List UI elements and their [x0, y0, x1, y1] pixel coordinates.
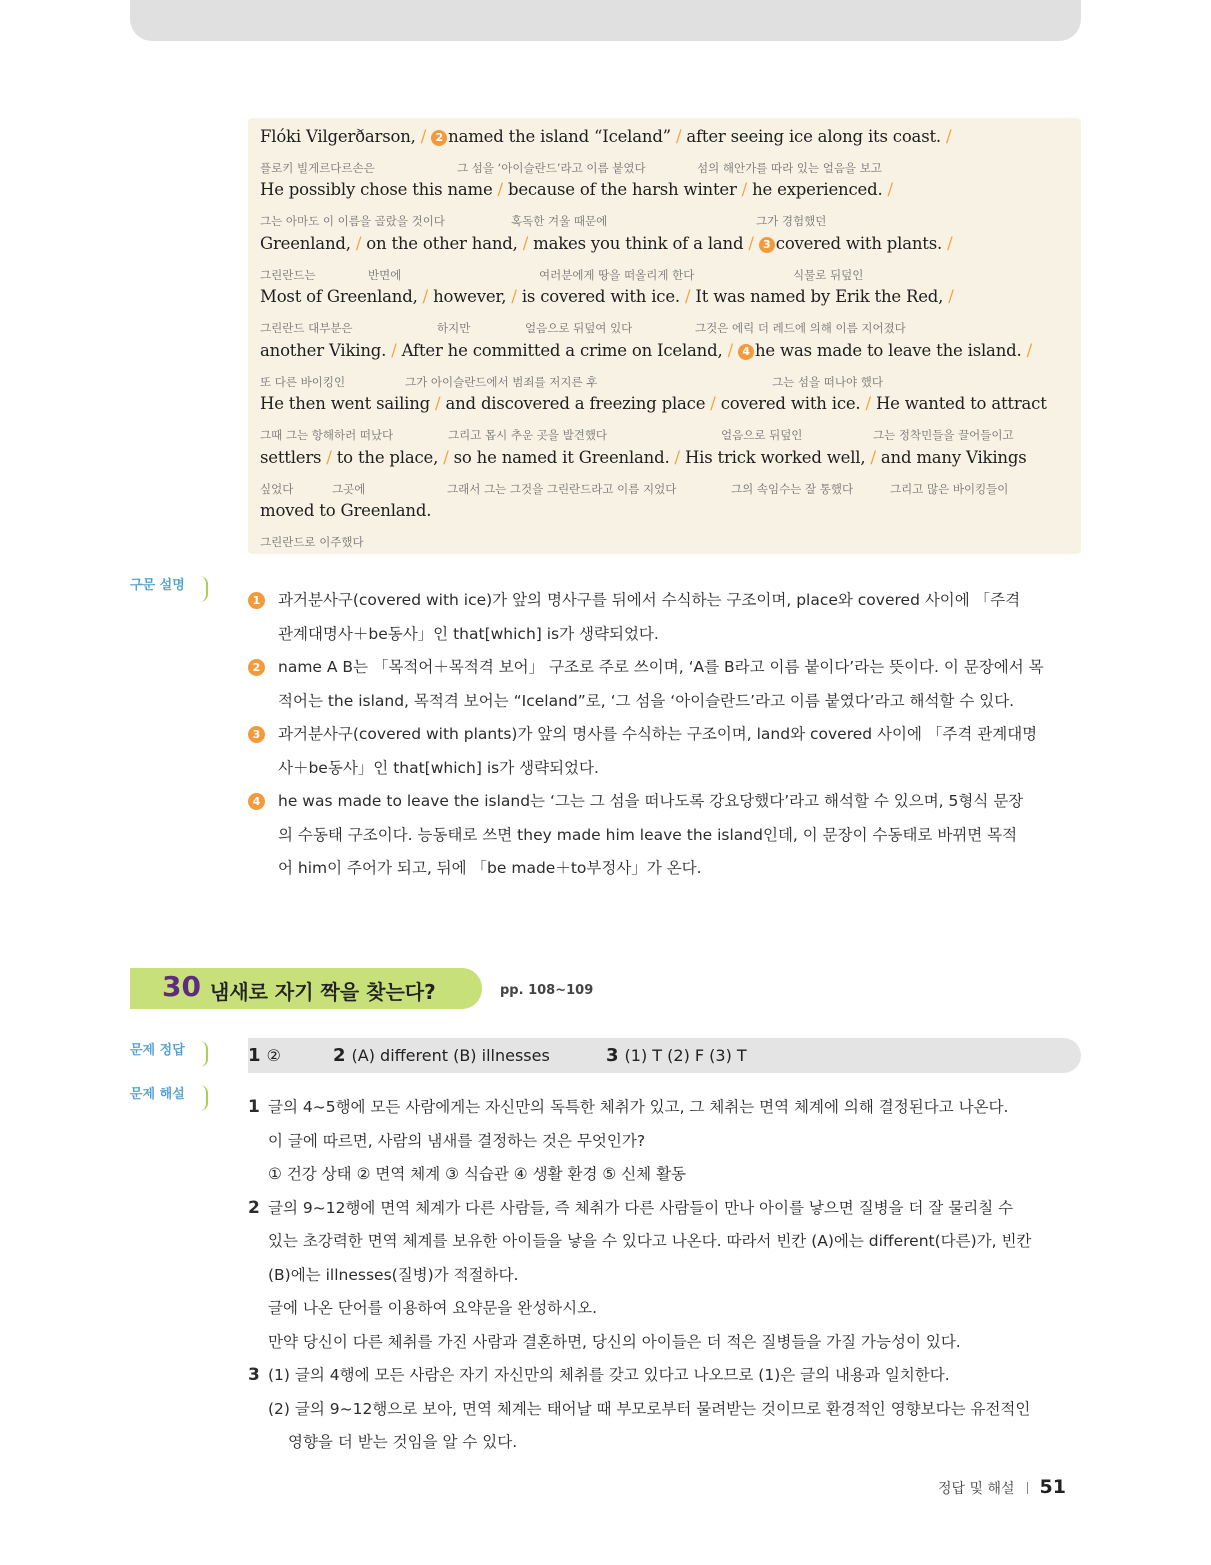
korean-gloss: 그리고 많은 바이킹들이: [890, 482, 1009, 496]
english-chunk: named the island “Iceland”: [448, 127, 671, 146]
korean-gloss: 섬의 해안가를 따라 있는 얼음을 보고: [697, 161, 882, 175]
top-decorative-bar: [130, 0, 1081, 41]
number-marker-icon: 2: [248, 659, 265, 676]
answer-item: 1 ②: [248, 1045, 281, 1066]
number-marker-icon: 1: [248, 592, 265, 609]
english-chunk: covered with plants.: [775, 234, 943, 253]
english-chunk: covered with ice.: [720, 394, 861, 413]
english-chunk: Greenland,: [260, 234, 351, 253]
english-chunk: He possibly chose this name: [260, 180, 493, 199]
grammar-note: 2 name A B는 「목적어＋목적격 보어」 구조로 주로 쓰이며, ‘A를 B라고 이름 붙이다’라는 뜻이다. 이 문장에서 목 적어는 the island, 목적격 보어는 “Iceland”로, ‘그 섬을 ‘아이슬란드’라고 이름 붙였다’라고 해석할 수 있다.: [248, 651, 1084, 718]
number-marker-icon: 3: [759, 237, 775, 253]
english-chunk: makes you think of a land: [533, 234, 744, 253]
english-chunk: and discovered a freezing place: [445, 394, 706, 413]
page-number: 51: [1039, 1476, 1066, 1498]
section-title-tab: [130, 968, 482, 1009]
english-chunk: however,: [433, 287, 507, 306]
number-marker-icon: 4: [248, 793, 265, 810]
korean-gloss: 그린란드 대부분은: [260, 321, 353, 335]
korean-gloss: 그리고 몹시 추운 곳을 발견했다: [448, 428, 608, 442]
explanation-item: 1 글의 4~5행에 모든 사람에게는 자신만의 독특한 체취가 있고, 그 체취는 면역 체계에 의해 결정된다고 나온다. 이 글에 따르면, 사람의 냄새를 결정하는 것은 무엇인가? ① 건강 상태 ② 면역 체계 ③ 식습관 ④ 생활 환경 ⑤ 신체 활동: [248, 1097, 1009, 1183]
english-chunk: on the other hand,: [366, 234, 518, 253]
korean-gloss: 그래서 그는 그것을 그린란드라고 이름 지었다: [447, 482, 677, 496]
english-chunk: to the place,: [336, 448, 439, 467]
grammar-label: 구문 설명: [130, 576, 208, 602]
grammar-notes: [248, 584, 1084, 886]
english-chunk: because of the harsh winter: [507, 180, 737, 199]
answers-label: 문제 정답: [130, 1041, 208, 1067]
number-marker-icon: 3: [248, 726, 265, 743]
korean-gloss: 그 섬을 ‘아이슬란드’라고 이름 붙였다: [457, 161, 646, 175]
korean-gloss: 그때 그는 항해하러 떠났다: [260, 428, 394, 442]
english-chunk: is covered with ice.: [521, 287, 680, 306]
reading-passage-box: Flóki Vilgerðarson, / 2 named the island “Iceland” / after seeing ice along its coast. / 플로키 빌게르다르손은 그 섬을 ‘아이슬란드’라고 이름 붙였다 섬의 해안가를 따라 있는 얼음을 보고 He possibly chose this name / because of the harsh winter / he experienced. / 그는 아마도 이 이름을 골랐을 것이다 혹독한 겨울 때문에 그가 경험했던 Greenland, / on the other hand, / makes you think of a land / 3 covered with plants. / 그린란드는 반면에 여러분에게 땅을 떠올리게 한다 식물로 뒤덮인 Most of Greenland, / however, / is covered with ice. / It was named by Erik the Red, / 그린란드 대부분은 하지만 얼음으로 뒤덮여 있다 그것은 에릭 더 레드에 의해 이름 지어졌다 another Viking. / After he committed a crime on Iceland, / 4 he was made to leave the island. / 또 다른 바이킹인 그가 아이슬란드에서 범죄를 저지른 후 그는 섬을 떠나야 했다 He then went sailing / and discovered a freezing place / covered with ice. / He wanted to attract 그때 그는 항해하러 떠났다 그리고 몹시 추운 곳을 발견했다 얼음으로 뒤덮인 그는 정착민들을 끌어들이고 settlers / to the place, / so he named it Greenland. / His trick worked well, / and many Vikings 싶었다 그곳에 그래서 그는 그것을 그린란드라고 이름 지었다 그의 속임수는 잘 통했다 그리고 많은 바이킹들이 moved to Greenland. 그린란드로 이주했다: [248, 118, 1081, 554]
english-chunk: he experienced.: [752, 180, 883, 199]
section-pages: pp. 108~109: [500, 983, 594, 998]
english-chunk: after seeing ice along its coast.: [686, 127, 941, 146]
korean-gloss: 그는 섬을 떠나야 했다: [772, 375, 883, 389]
korean-gloss: 반면에: [368, 268, 402, 282]
english-chunk: He then went sailing: [260, 394, 431, 413]
english-chunk: His trick worked well,: [684, 448, 866, 467]
grammar-note: 4 he was made to leave the island는 ‘그는 그 섬을 떠나도록 강요당했다’라고 해석할 수 있으며, 5형식 문장 의 수동태 구조이다. 능동태로 쓰면 they made him leave the island인데, 이 문장이 수동태로 바뀌면 목적 어 him이 주어가 되고, 뒤에 「be made＋to부정사」가 온다.: [248, 785, 1084, 886]
korean-gloss: 그가 경험했던: [756, 214, 827, 228]
answer-item: 2 (A) different (B) illnesses: [333, 1045, 550, 1066]
korean-gloss: 그의 속임수는 잘 통했다: [731, 482, 854, 496]
answer-bar: [248, 1038, 1081, 1073]
section-title: 냄새로 자기 짝을 찾는다?: [210, 980, 436, 1004]
english-chunk: Flóki Vilgerðarson,: [260, 127, 416, 146]
number-marker-icon: 2: [431, 130, 447, 146]
korean-gloss: 그것은 에릭 더 레드에 의해 이름 지어졌다: [695, 321, 906, 335]
korean-gloss: 그린란드로 이주했다: [260, 535, 364, 549]
answer-item: 3 (1) T (2) F (3) T: [606, 1045, 747, 1066]
english-chunk: and many Vikings: [880, 448, 1027, 467]
explanation-item: 3 (1) 글의 4행에 모든 사람은 자기 자신만의 체취를 갖고 있다고 나오므로 (1)은 글의 내용과 일치한다. (2) 글의 9~12행으로 보아, 면역 체계는 태어날 때 부모로부터 물려받는 것이므로 환경적인 영향보다는 유전적인 영향을 더 받는 것임을 알 수 있다.: [248, 1365, 1031, 1451]
korean-gloss: 식물로 뒤덮인: [793, 268, 864, 282]
english-chunk: It was named by Erik the Red,: [695, 287, 944, 306]
explanation-item: 2 글의 9~12행에 면역 체계가 다른 사람들, 즉 체취가 다른 사람들이 만나 아이를 낳으면 질병을 더 잘 물리칠 수 있는 초강력한 면역 체계를 보유한 아이들을 낳을 수 있다고 나온다. 따라서 빈칸 (A)에는 different(다른)가, 빈칸 (B)에는 illnesses(질병)가 적절하다. 글에 나온 단어를 이용하여 요약문을 완성하시오. 만약 당신이 다른 체취를 가진 사람과 결혼하면, 당신의 아이들은 더 적은 질병들을 가질 가능성이 있다.: [248, 1197, 1032, 1351]
english-chunk: so he named it Greenland.: [453, 448, 670, 467]
korean-gloss: 그곳에: [332, 482, 366, 496]
english-chunk: moved to Greenland.: [260, 501, 432, 520]
grammar-note: 1 과거분사구(covered with ice)가 앞의 명사구를 뒤에서 수식하는 구조이며, place와 covered 사이에 「주격 관계대명사＋be동사」인 that[which] is가 생략되었다.: [248, 584, 1084, 651]
english-chunk: he was made to leave the island.: [754, 341, 1022, 360]
english-chunk: Most of Greenland,: [260, 287, 418, 306]
english-chunk: He wanted to attract: [875, 394, 1047, 413]
korean-gloss: 또 다른 바이킹인: [260, 375, 346, 389]
explanation-label: 문제 해설: [130, 1085, 208, 1111]
page-footer: [938, 1476, 1066, 1498]
grammar-note: 3 과거분사구(covered with plants)가 앞의 명사를 수식하는 구조이며, land와 covered 사이에 「주격 관계대명 사＋be동사」인 that[which] is가 생략되었다.: [248, 718, 1084, 785]
korean-gloss: 혹독한 겨울 때문에: [511, 214, 608, 228]
footer-label: 정답 및 해설: [938, 1481, 1015, 1497]
korean-gloss: 플로키 빌게르다르손은: [260, 161, 375, 175]
korean-gloss: 그가 아이슬란드에서 범죄를 저지른 후: [405, 375, 598, 389]
korean-gloss: 그는 정착민들을 끌어들이고: [873, 428, 1014, 442]
korean-gloss: 그는 아마도 이 이름을 골랐을 것이다: [260, 214, 445, 228]
english-chunk: After he committed a crime on Iceland,: [401, 341, 723, 360]
english-chunk: another Viking.: [260, 341, 387, 360]
section-number: 30: [162, 970, 201, 1003]
korean-gloss: 얼음으로 뒤덮여 있다: [525, 321, 633, 335]
number-marker-icon: 4: [738, 344, 754, 360]
korean-gloss: 싶었다: [260, 482, 294, 496]
english-chunk: settlers: [260, 448, 322, 467]
korean-gloss: 얼음으로 뒤덮인: [721, 428, 803, 442]
korean-gloss: 하지만: [437, 321, 471, 335]
explanation: [248, 1091, 1084, 1460]
korean-gloss: 그린란드는: [260, 268, 316, 282]
korean-gloss: 여러분에게 땅을 떠올리게 한다: [539, 268, 695, 282]
